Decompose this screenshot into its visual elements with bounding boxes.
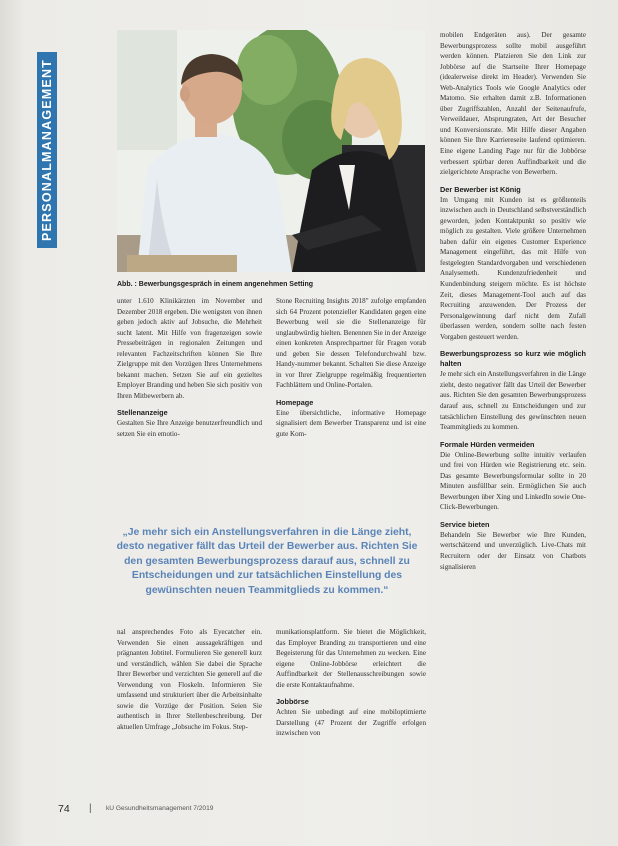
paragraph: unter 1.610 Klinikärzten im November und Dezember 2018 ergeben. Die wenigsten von ihnen gehen jedoch aktiv auf Jobsuche, die Mehrheit sucht latent. Mit Hilfe von fragenzeigen sowie Pressebeiträgen in regionalen Zeitungen und relevanten Fachzeitschriften können Sie Ihre Zielgruppe mit den Vorzügen Ihres Unternehmens bekannt machen. Setzen Sie auf ein gezieltes Employer Branding und heben Sie sich positiv von Ihren Mitbewerbern ab. xyxy=(117,297,262,400)
paragraph: nal ansprechendes Foto als Eyecatcher ein. Verwenden Sie einen aussagekräftigen und prägnanten Jobtitel. Formulieren Sie generell kurz und verständlich, wählen Sie dabei die Sprache Ihrer Bewerber und verzichten Sie generell auf die Verwendung von Floskeln. Informieren Sie umfassend und strukturiert über die Arbeitsinhalte sowie die Vorzüge der Position. Seien Sie authentisch in Ihrer Stellenbeschreibung. Der aktuellen Umfrage „Jobsuche im Fokus. Step- xyxy=(117,628,262,731)
subheading-bewerbungsprozess: Bewerbungsprozess so kurz wie möglich halten xyxy=(440,349,586,369)
paragraph: Eine übersichtliche, informative Homepage signalisiert dem Bewerber Transparenz und ist eine gute Kom- xyxy=(276,408,426,439)
section-tab xyxy=(37,52,57,248)
interview-photo xyxy=(117,30,425,272)
column-1-lower xyxy=(117,627,262,732)
pull-quote: „Je mehr sich ein Anstellungsverfahren in die Länge zieht, desto negativer fällt das Urteil der Bewerber aus. Richten Sie den gesamten Bewerbungsprozess darauf aus, schnell zu Entscheidungen und zur tatsächlichen Einstellung des gewünschten neuen Teammitglieds zu kommen.“ xyxy=(116,527,418,596)
footer-separator: | xyxy=(89,803,92,814)
column-3 xyxy=(440,30,586,572)
subheading-bewerber-koenig: Der Bewerber ist König xyxy=(440,184,521,194)
page-footer xyxy=(58,803,258,817)
subheading-formale-huerden: Formale Hürden vermeiden xyxy=(440,439,535,449)
subheading-stellenanzeige: Stellenanzeige xyxy=(117,408,168,418)
page-number: 74 xyxy=(58,803,70,815)
paragraph: Stone Recruiting Insights 2018" zufolge empfanden sich 64 Prozent potenzieller Kandidaten gegen eine Bewerbung weil sie die Stellenanzeige für unglaubwürdig hielten. Benennen Sie in der Anzeige einen konkreten Ansprechpartner für Fragen vorab und geben Sie dessen Telefondurchwahl bzw. Handy-nummer bekannt. Schalten Sie diese Anzeige in vor Ihrer Zielgruppe regelmäßig frequentierten Fachblättern und Online-Portalen. xyxy=(276,297,426,390)
paragraph: Je mehr sich ein Anstellungsverfahren in die Länge zieht, desto negativer fällt das Urteil der Bewerber aus. Richten Sie den gesamten Bewerbungsprozess darauf aus, schnell zu Entscheidungen und zur tatsächlichen Einstellung des gewünschten neuen Teammitglieds zu kommen. xyxy=(440,370,586,432)
paragraph: Im Umgang mit Kunden ist es größtenteils inzwischen auch in Deutschland selbstverständlich geworden, jeden Kontaktpunkt so positiv wie möglich zu gestalten. Viele größere Unternehmen haben dafür ein eigenes Customer Experience Management eingeführt, das mit Hilfe von festgelegten Standardvorgaben und verschiedenen Analysemeth. Kundenzufriedenheit und Kundenbindung steigern möchte. Es ist höchste Zeit, dieses Management-Tool auch auf das Recruiting anzuwenden. Der Prozess der Personalgewinnung darf nicht dem Zufall überlassen werden, sondern sollte nach festen Vorgaben gesteuert werden. xyxy=(440,195,586,341)
interview-photo-illustration xyxy=(117,30,425,272)
paragraph: munikationsplattform. Sie bietet die Möglichkeit, das Employer Branding zu transportieren und eine Begeisterung für das Unternehmen zu wecken. Eine eigene Online-Jobbörse erleichtert die Auffindbarkeit der Stellenausschreibungen sowie die erste Kontaktaufnahme. xyxy=(276,628,426,689)
publication-source: kU Gesundheitsmanagement 7/2019 xyxy=(106,805,214,812)
figure-caption: Abb. : Bewerbungsgespräch in einem angenehmen Setting xyxy=(117,281,314,288)
subheading-homepage: Homepage xyxy=(276,397,314,407)
column-2-upper xyxy=(276,296,426,440)
paragraph: mobilen Endgeräten aus). Der gesamte Bewerbungsprozess sollte mobil ausgeführt werden können. Platzieren Sie den Link zur Jobbörse auf die Startseite Ihrer Homepage (idealerweise direkt im Header). Verwenden Sie Web-Analytics Tools wie Google Analytics oder Matomo. Sie erhalten damit z.B. Informationen über Zugriffszahlen, Anzahl der Seitenaufrufe, Verweildauer, Absprungraten, Art der Besucher und Konversionsrate. Mit Hilfe dieser Angaben können Sie Ihre Karriereseite laufend optimieren. Eine eigene Landing Page nur für die Jobbörse verbessert spürbar deren Auffindbarkeit und die zielgerichtete Ansprache von Bewerbern. xyxy=(440,31,586,177)
column-2-lower xyxy=(276,627,426,739)
section-tab-label: PERSONALMANAGEMENT xyxy=(40,58,54,242)
column-1-upper xyxy=(117,296,262,440)
paragraph: Behandeln Sie Bewerber wie Ihre Kunden, wertschätzend und unverzüglich. Live-Chats mit Recruitern oder der Einsatz von Chatbots signalisieren xyxy=(440,530,586,571)
subheading-jobboerse: Jobbörse xyxy=(276,697,309,707)
paragraph: Die Online-Bewerbung sollte intuitiv verlaufen und frei von Hürden wie Registrierung etc. sein. Das gesamte Bewerbungsformular sollte in 20 Minuten ausfüllbar sein. Ermöglichen Sie auch Bewerbungen über Xing und LinkedIn sowie One-Click-Bewerbungen. xyxy=(440,450,586,512)
paragraph: Gestalten Sie Ihre Anzeige benutzerfreundlich und setzen Sie ein emotio- xyxy=(117,419,262,439)
subheading-service: Service bieten xyxy=(440,519,490,529)
paragraph: Achten Sie unbedingt auf eine mobiloptimierte Darstellung (47 Prozent der Zugriffe erfolgen inzwischen von xyxy=(276,708,426,738)
